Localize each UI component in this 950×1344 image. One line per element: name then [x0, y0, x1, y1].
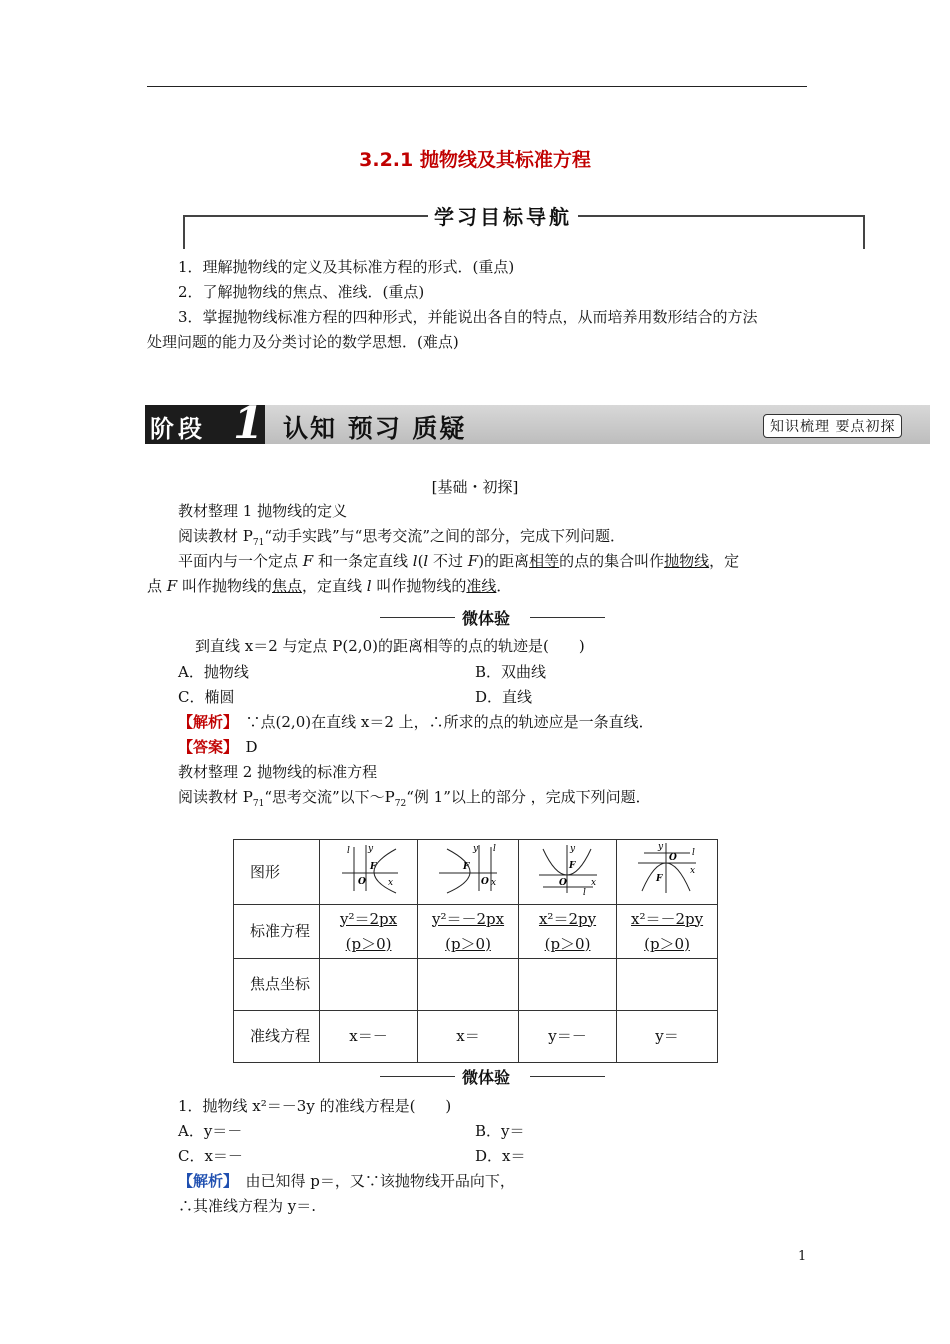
stage-word: 阶段: [150, 415, 206, 443]
equation-cell-4: x²＝－2py (p＞0): [617, 905, 718, 959]
svg-text:y: y: [569, 844, 575, 854]
q1-option-a: A．抛物线: [178, 663, 249, 681]
q2-option-a: A．y＝－: [178, 1122, 243, 1140]
table-row-directrix: [234, 1011, 718, 1063]
equation-cell-2: y²＝－2px (p＞0): [418, 905, 519, 959]
objective-3: 3．掌握抛物线标准方程的四种形式，并能说出各自的特点，从而培养用数形结合的方法: [178, 308, 758, 326]
svg-text:O: O: [669, 853, 677, 863]
wti-rule-left-2: [380, 1076, 455, 1077]
q2-option-c: C．x＝－: [178, 1147, 243, 1165]
objective-3-cont: 处理问题的能力及分类讨论的数学思想．(难点): [147, 333, 459, 351]
row-head-directrix: 准线方程: [234, 1011, 320, 1063]
focus-cell-3: [518, 959, 616, 1011]
row-head-focus: 焦点坐标: [234, 959, 320, 1011]
q2-analysis: 【解析】 由已知得 p＝，又∵该抛物线开品向下，: [178, 1172, 515, 1190]
focus-cell-4: [617, 959, 718, 1011]
top-rule: [147, 86, 807, 87]
q2-analysis-cont: ∴其准线方程为 y＝.: [178, 1197, 317, 1215]
row-head-equation: 标准方程: [234, 905, 320, 959]
part1-heading: 教材整理 1 抛物线的定义: [178, 502, 348, 520]
svg-text:x: x: [590, 878, 596, 888]
svg-text:l: l: [582, 888, 586, 895]
svg-text:y: y: [658, 842, 664, 852]
wti-rule-left: [380, 617, 455, 618]
wti-rule-right: [530, 617, 605, 618]
graph-cell-3: [518, 840, 616, 905]
q1-option-d: D．直线: [475, 688, 533, 706]
objectives-header: 学习目标导航: [428, 201, 578, 230]
q1-option-c: C．椭圆: [178, 688, 235, 706]
svg-text:F: F: [369, 862, 376, 872]
standard-equation-table: [233, 839, 718, 1063]
svg-text:O: O: [558, 878, 567, 888]
table-row-focus: [234, 959, 718, 1011]
definition-line-2: 点 F 叫作抛物线的焦点，定直线 l 叫作抛物线的准线．: [147, 577, 512, 595]
svg-text:O: O: [481, 877, 489, 887]
definition-line-1: 平面内与一个定点 F 和一条定直线 l(l 不过 F)的距离相等的点的集合叫作抛物线，定: [178, 552, 740, 570]
parabola-down-graph: [632, 841, 702, 895]
svg-text:y: y: [367, 844, 373, 854]
page-number: 1: [798, 1249, 807, 1264]
svg-text:F: F: [656, 874, 663, 884]
svg-text:x: x: [491, 878, 497, 888]
focus-cell-1: [320, 959, 418, 1011]
wti-label-1: 微体验: [462, 609, 511, 628]
graph-cell-4: [617, 840, 718, 905]
part2-heading: 教材整理 2 抛物线的标准方程: [178, 763, 378, 781]
q2-option-b: B．y＝: [475, 1122, 525, 1140]
graph-cell-1: [320, 840, 418, 905]
equation-cell-3: x²＝2py (p＞0): [518, 905, 616, 959]
part1-read: 阅读教材 $P_{71}“$动手实践”与“思考交流”之间的部分，完成下列问题．: [178, 527, 626, 548]
q2-option-d: D．x＝: [475, 1147, 526, 1165]
stage-number: 1: [233, 398, 264, 449]
svg-text:F: F: [463, 862, 470, 872]
page-title: 3.2.1 抛物线及其标准方程: [359, 149, 591, 171]
wti-rule-right-2: [530, 1076, 605, 1077]
svg-text:l: l: [692, 848, 695, 858]
directrix-cell-2: x＝: [418, 1011, 519, 1063]
svg-text:l: l: [346, 846, 350, 856]
svg-text:F: F: [568, 861, 575, 871]
q1-answer: 【答案】 D: [178, 738, 258, 756]
question-2: 1．抛物线 x²＝－3y 的准线方程是( ): [178, 1097, 452, 1115]
table-row-equation: [234, 905, 718, 959]
svg-text:x: x: [690, 866, 696, 876]
directrix-cell-3: y＝－: [518, 1011, 616, 1063]
objective-2: 2．了解抛物线的焦点、准线．(重点): [178, 283, 425, 301]
focus-cell-2: [418, 959, 519, 1011]
svg-text:l: l: [493, 844, 496, 854]
row-head-graph: 图形: [234, 840, 320, 905]
q1-analysis: 【解析】 ∵点(2,0)在直线 x＝2 上，∴所求的点的轨迹应是一条直线．: [178, 713, 654, 731]
part2-read: 阅读教材 $P_{71}“$思考交流”以下$\sim P_{72}“$例 1”以上的部分 ，完成下列问题．: [178, 788, 651, 809]
equation-cell-1: y²＝2px (p＞0): [320, 905, 418, 959]
wti-label-2: 微体验: [462, 1065, 510, 1088]
stage-tag: 知识梳理 要点初探: [763, 414, 902, 438]
q1-option-b: B．双曲线: [475, 663, 547, 681]
parabola-left-graph: [433, 841, 503, 895]
directrix-cell-1: x＝－: [320, 1011, 418, 1063]
objective-1: 1．理解抛物线的定义及其标准方程的形式．(重点): [178, 258, 515, 276]
table-row-graph: [234, 840, 718, 905]
parabola-up-graph: [533, 841, 603, 895]
svg-text:O: O: [357, 877, 366, 887]
question-1: 到直线 x＝2 与定点 P(2,0)的距离相等的点的轨迹是( ): [195, 637, 585, 655]
directrix-cell-4: y＝: [617, 1011, 718, 1063]
svg-text:y: y: [473, 844, 479, 854]
parabola-right-graph: [334, 841, 404, 895]
stage-title: 认知 预习 质疑: [283, 414, 467, 443]
svg-text:x: x: [387, 878, 393, 888]
section-tag: [基础・初探]: [431, 478, 519, 496]
graph-cell-2: [418, 840, 519, 905]
